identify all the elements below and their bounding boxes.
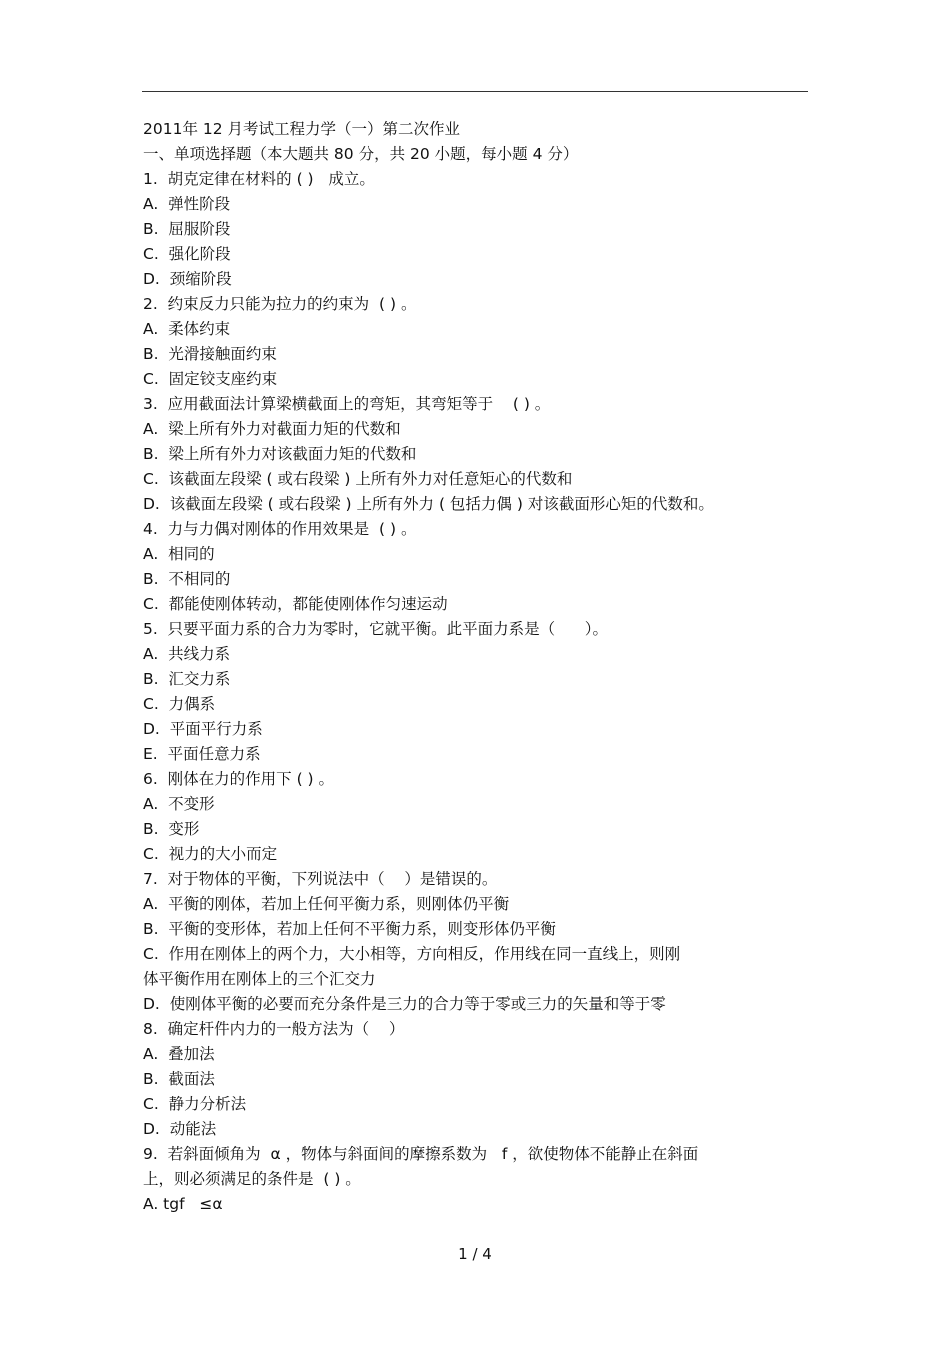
answer-option: D. 颈缩阶段	[143, 270, 232, 288]
answer-option: D. 使刚体平衡的必要而充分条件是三力的合力等于零或三力的矢量和等于零	[143, 995, 666, 1013]
text-line: 上，则必须满足的条件是 ( ) 。	[143, 1170, 361, 1188]
document-body	[143, 117, 803, 1217]
answer-option: C. 强化阶段	[143, 245, 231, 263]
text-line: 体平衡作用在刚体上的三个汇交力	[143, 970, 376, 988]
answer-option: C. 固定铰支座约束	[143, 370, 278, 388]
answer-option: A. 平衡的刚体，若加上任何平衡力系，则刚体仍平衡	[143, 895, 510, 913]
answer-option: D. 动能法	[143, 1120, 217, 1138]
question-stem: 5. 只要平面力系的合力为零时，它就平衡。此平面力系是（ ）。	[143, 620, 608, 638]
answer-option: A. tgf ≤α	[143, 1195, 223, 1213]
answer-option: C. 作用在刚体上的两个力，大小相等，方向相反，作用线在同一直线上，则刚	[143, 945, 681, 963]
question-stem: 7. 对于物体的平衡，下列说法中（ ）是错误的。	[143, 870, 498, 888]
header-rule	[142, 91, 808, 92]
question-stem: 1. 胡克定律在材料的 ( ) 成立。	[143, 170, 375, 188]
question-stem: 2. 约束反力只能为拉力的约束为 ( ) 。	[143, 295, 417, 313]
answer-option: B. 不相同的	[143, 570, 231, 588]
answer-option: C. 都能使刚体转动，都能使刚体作匀速运动	[143, 595, 448, 613]
answer-option: E. 平面任意力系	[143, 745, 261, 763]
answer-option: B. 屈服阶段	[143, 220, 231, 238]
question-stem: 9. 若斜面倾角为 α ，物体与斜面间的摩擦系数为 f ，欲使物体不能静止在斜面	[143, 1145, 699, 1163]
answer-option: A. 弹性阶段	[143, 195, 231, 213]
answer-option: B. 梁上所有外力对该截面力矩的代数和	[143, 445, 417, 463]
section-heading: 一、单项选择题（本大题共 80 分，共 20 小题，每小题 4 分）	[143, 145, 579, 163]
question-stem: 3. 应用截面法计算梁横截面上的弯矩，其弯矩等于 ( ) 。	[143, 395, 551, 413]
answer-option: B. 汇交力系	[143, 670, 231, 688]
answer-option: C. 静力分析法	[143, 1095, 247, 1113]
answer-option: A. 叠加法	[143, 1045, 215, 1063]
answer-option: A. 梁上所有外力对截面力矩的代数和	[143, 420, 401, 438]
answer-option: D. 该截面左段梁 ( 或右段梁 ) 上所有外力 ( 包括力偶 ) 对该截面形心矩的代数和。	[143, 495, 714, 513]
question-stem: 6. 刚体在力的作用下 ( ) 。	[143, 770, 335, 788]
answer-option: B. 变形	[143, 820, 200, 838]
answer-option: A. 共线力系	[143, 645, 231, 663]
answer-option: A. 相同的	[143, 545, 215, 563]
question-stem: 4. 力与力偶对刚体的作用效果是 ( ) 。	[143, 520, 417, 538]
answer-option: C. 该截面左段梁 ( 或右段梁 ) 上所有外力对任意矩心的代数和	[143, 470, 573, 488]
answer-option: A. 柔体约束	[143, 320, 231, 338]
answer-option: C. 力偶系	[143, 695, 216, 713]
question-list	[143, 167, 803, 1217]
page-number: 1 / 4	[458, 1245, 492, 1263]
answer-option: B. 平衡的变形体，若加上任何不平衡力系，则变形体仍平衡	[143, 920, 556, 938]
answer-option: B. 光滑接触面约束	[143, 345, 277, 363]
answer-option: B. 截面法	[143, 1070, 215, 1088]
document-title: 2011年 12 月考试工程力学（一）第二次作业	[143, 120, 461, 138]
answer-option: C. 视力的大小而定	[143, 845, 278, 863]
answer-option: D. 平面平行力系	[143, 720, 263, 738]
answer-option: A. 不变形	[143, 795, 215, 813]
question-stem: 8. 确定杆件内力的一般方法为（ ）	[143, 1020, 405, 1038]
